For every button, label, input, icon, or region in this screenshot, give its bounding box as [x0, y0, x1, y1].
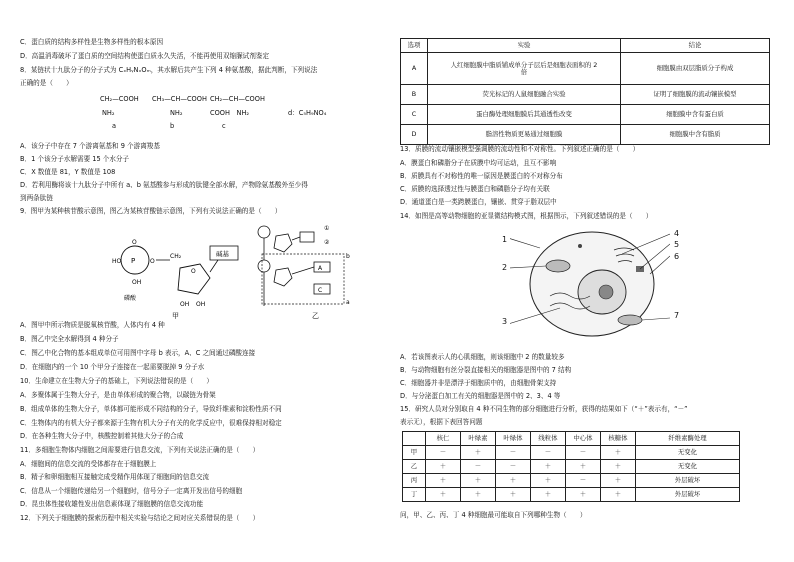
table2-header: 中心体	[566, 432, 601, 446]
cell-label-1: 1	[502, 235, 508, 244]
table2-cell: ＋	[566, 488, 601, 502]
nucleotide-figure	[110, 220, 260, 320]
table2-cell: ＋	[461, 446, 496, 460]
table2-cell: －	[461, 460, 496, 474]
q11-option-d: D．昆虫体性接收雄性发出信息素体现了细胞膜的信息交流功能	[20, 500, 204, 508]
table2-cell: 无变化	[636, 460, 740, 474]
table2-cell: ＋	[601, 488, 636, 502]
q11-option-c: C．信息从一个细胞传递给另一个细胞时，信号分子一定离开发出信号的细胞	[20, 487, 243, 495]
mitochondrion-2	[618, 315, 642, 325]
table1-cell: 蛋白酶处理细胞膜后其通透性改变	[428, 105, 621, 125]
table1-cell: B	[401, 85, 428, 105]
amino-acid-c-bottom: COOH NH₂	[210, 109, 250, 117]
cell-label-6: 6	[674, 252, 680, 261]
table2-header: 线粒体	[531, 432, 566, 446]
table2-cell: －	[566, 474, 601, 488]
table2-cell: ＋	[496, 474, 531, 488]
q7-option-d: D．高温消毒破坏了蛋白质的空间结构使蛋白质永久失活，不能再使用双缩脲试剂鉴定	[20, 52, 270, 60]
ribosome	[578, 244, 582, 248]
cell-label-2: 2	[502, 263, 508, 272]
q12-stem: 12．下列关于细胞膜的探索历程中相关实验与结论之间对应关系错误的是（ ）	[20, 514, 260, 522]
table2-cell: ＋	[531, 488, 566, 502]
q11-option-b: B．精子和卵细胞相互接触完成受精作用体现了细胞间的信息交流	[20, 473, 210, 481]
table1-cell: 人红细胞膜中脂质铺成单分子层后是细胞表面积的 2 倍	[428, 53, 621, 85]
q9-stem: 9．图甲为某种核苷酸示意图，图乙为某核苷酸链示意图，下列有关说法正确的是（ ）	[20, 207, 282, 215]
table1-cell: A	[401, 53, 428, 85]
base-link	[210, 260, 218, 272]
ring-o: O	[191, 268, 196, 275]
table2-cell: －	[531, 446, 566, 460]
q14-option-b: B．与动物细胞有丝分裂直接相关的细胞器是图中的 7 结构	[400, 366, 572, 374]
table2-cell: －	[496, 460, 531, 474]
mitochondrion-1	[546, 260, 570, 272]
amino-acid-d-formula: d：C₅H₉NO₄	[288, 109, 327, 117]
cell-label-5: 5	[674, 240, 680, 249]
table1-header-option: 选项	[401, 39, 428, 53]
animal-cell-diagram	[510, 226, 670, 348]
q10-option-c: C．生物体内的有机大分子都来源于生物有机大分子有关的化学反应中，很难保持相对稳定	[20, 419, 282, 427]
q15-stem-line2: 表示无），根据下表回答问题	[400, 418, 483, 426]
q10-option-a: A．多聚体属于生物大分子，是由单体形成的聚合物，以碳链为骨架	[20, 391, 216, 399]
table2-cell: ＋	[426, 460, 461, 474]
q8-option-a: A．该分子中存在 7 个游离氨基和 9 个游离羧基	[20, 142, 160, 150]
q8-option-b: B．1 个该分子水解需要 15 个水分子	[20, 155, 130, 163]
table2-cell: ＋	[426, 474, 461, 488]
table2-cell: 乙	[403, 460, 426, 474]
q11-option-a: A．细胞间的信息交流的受体都存在于细胞膜上	[20, 460, 157, 468]
q10-stem: 10．生命建立在生物大分子的基础上，下列说法错误的是（ ）	[20, 377, 214, 385]
q14-option-c: C．细胞器并非是漂浮于细胞质中的，由细胞骨架支持	[400, 379, 557, 387]
table2-cell: ＋	[461, 474, 496, 488]
marker-1: ①	[324, 225, 330, 232]
table2-cell: 丁	[403, 488, 426, 502]
table2-cell: ＋	[601, 474, 636, 488]
q13-stem: 13．质膜的流动镶嵌模型强调膜的流动性和不对称性。下列叙述正确的是（ ）	[400, 145, 640, 153]
ch2-label: CH₂	[170, 253, 182, 260]
amino-acid-b-top: CH₃—CH—COOH	[152, 95, 207, 103]
table1-header-conclusion: 结论	[621, 39, 770, 53]
q11-stem: 11．多细胞生物体内细胞之间需要进行信息交流，下列有关说法正确的是（ ）	[20, 446, 260, 454]
base-label: 碱基	[216, 250, 229, 258]
q14-option-a: A．若该图表示人的心肌细胞，则该细胞中 2 的数量较多	[400, 353, 565, 361]
amino-acid-a-top: CH₂—COOH	[100, 95, 139, 103]
q14-stem: 14．如图是高等动物细胞的亚显微结构模式图，根据图示，下列叙述错误的是（ ）	[400, 212, 653, 220]
oh-left: OH	[180, 301, 190, 308]
table2-cell: ＋	[601, 460, 636, 474]
table2-cell: ＋	[496, 488, 531, 502]
amino-acid-a-bottom: NH₂	[102, 109, 115, 117]
chain-sugar-2	[274, 268, 292, 286]
phosphate-oh-bottom: OH	[132, 279, 142, 286]
table2-cell: ＋	[531, 460, 566, 474]
phosphate-oh-left: HO	[112, 258, 122, 265]
table2-header	[403, 432, 426, 446]
glycosidic-1	[292, 237, 300, 240]
q13-option-b: B．质膜具有不对称性的唯一原因是膜蛋白的不对称分布	[400, 172, 563, 180]
oh-right: OH	[196, 301, 206, 308]
phosphate-o-link: O	[150, 258, 155, 265]
box-a-label: a	[346, 299, 350, 306]
q15-stem-line1: 15．研究人员对分别取自 4 种不同生物的部分细胞进行分析，获得的结果如下（“＋”表示有，“－”	[400, 405, 688, 413]
table2-header: 纤维素酶处理	[636, 432, 740, 446]
q7-option-c: C．蛋白质的结构多样性是生物多样性的根本原因	[20, 38, 164, 46]
q13-option-d: D．通道蛋白是一类跨膜蛋白，镶嵌、贯穿于脂双层中	[400, 198, 557, 206]
experiment-table	[400, 38, 770, 145]
table1-cell: 细胞膜中含有蛋白质	[621, 105, 770, 125]
cell-label-3: 3	[502, 317, 508, 326]
table2-cell: ＋	[461, 488, 496, 502]
glycosidic-2	[292, 267, 314, 274]
q10-option-b: B．组成单体的生物大分子，单体都可能形成不同结构的分子，导致纤维素和淀粉性质不同	[20, 405, 282, 413]
table1-cell: 细胞膜由双层脂质分子构成	[621, 53, 770, 85]
table1-cell: C	[401, 105, 428, 125]
figure-jia-label: 甲	[172, 312, 179, 320]
q14-option-d: D．与分泌蛋白加工有关的细胞器是图中的 2、3、4 等	[400, 392, 561, 400]
table2-cell: ＋	[531, 474, 566, 488]
q8-stem-line1: 8．某链状十九肽分子的分子式为 CₓHᵧNₓOₘ，其水解后共产生下列 4 种氨基酸，据此判断，下列说法	[20, 66, 318, 74]
table1-header-experiment: 实验	[428, 39, 621, 53]
nucleolus	[599, 285, 613, 299]
cell-label-7: 7	[674, 311, 680, 320]
q8-stem-line2: 正确的是（ ）	[20, 79, 73, 87]
table2-cell: 丙	[403, 474, 426, 488]
base-c-text: C	[318, 287, 323, 294]
table2-cell: ＋	[601, 446, 636, 460]
nucleotide-chain-figure	[254, 222, 364, 320]
label-b: b	[170, 122, 175, 130]
q15-question: 问，甲、乙、丙、丁 4 种细胞最可能取自下列哪种生物（ ）	[400, 511, 587, 519]
pointer-6	[650, 256, 670, 274]
table1-cell: 证明了细胞膜的流动镶嵌模型	[621, 85, 770, 105]
table2-cell: ＋	[426, 488, 461, 502]
table1-cell: 细胞膜中含有脂质	[621, 125, 770, 145]
q13-option-c: C．质膜的选择透过性与膜蛋白和磷脂分子均有关联	[400, 185, 550, 193]
amino-acid-c-top: CH₂—CH—COOH	[210, 95, 265, 103]
q9-option-a: A．图甲中所示物质是脱氧核苷酸，人体内有 4 种	[20, 321, 165, 329]
table2-cell: －	[496, 446, 531, 460]
table2-cell: 无变化	[636, 446, 740, 460]
table2-header: 核糖体	[601, 432, 636, 446]
q8-option-d-line2: 到两条肽链	[20, 194, 53, 202]
chain-phosphate-2	[258, 260, 270, 272]
table2-cell: －	[426, 446, 461, 460]
chain-sugar-1	[274, 234, 292, 252]
organelle-table	[402, 431, 740, 502]
table2-header: 核仁	[426, 432, 461, 446]
q8-option-c: C．X 数值是 81，Y 数值是 108	[20, 168, 116, 176]
phosphate-caption: 磷酸	[124, 295, 137, 302]
pointer-1	[510, 238, 540, 248]
table2-cell: 甲	[403, 446, 426, 460]
q9-option-c: C．图乙中化合物的基本组成单位可用图中字母 b 表示，A、C 之间通过磷酸连接	[20, 349, 256, 357]
q10-option-d: D．在各种生物大分子中，核酸控制着其他大分子的合成	[20, 432, 184, 440]
q8-option-d-line1: D．若利用酶将该十九肽分子中所有 a、b 氨基酸参与形成的肽键全部水解，产物除氨基酸外至少得	[20, 181, 308, 189]
q9-option-b: B．图乙中完全水解得到 4 种分子	[20, 335, 119, 343]
box-b-label: b	[346, 253, 350, 260]
table2-cell: 外层破坏	[636, 488, 740, 502]
table2-cell: 外层破坏	[636, 474, 740, 488]
table2-header: 叶绿体	[496, 432, 531, 446]
table2-cell: －	[566, 446, 601, 460]
table1-cell: D	[401, 125, 428, 145]
q9-option-d: D．在细胞内的一个 10 个甲分子连接在一起需要脱掉 9 分子水	[20, 363, 205, 371]
amino-acid-b-bottom: NH₂	[170, 109, 183, 117]
table2-cell: ＋	[566, 460, 601, 474]
figure-yi-label: 乙	[312, 312, 319, 320]
cell-label-4: 4	[674, 229, 680, 238]
label-c: c	[222, 122, 226, 130]
chain-phosphate-1	[258, 226, 270, 238]
phosphate-p: P	[131, 257, 136, 265]
q13-option-a: A．膜蛋白和磷脂分子在质膜中均可运动，且互不影响	[400, 159, 557, 167]
pointer-7	[642, 318, 670, 320]
chain-base-1	[300, 232, 314, 242]
table2-header: 叶绿素	[461, 432, 496, 446]
phosphate-o-top: O	[132, 239, 137, 246]
label-a: a	[112, 122, 117, 130]
base-a-text: A	[318, 265, 323, 272]
table1-cell: 荧光标记的人鼠细胞融合实验	[428, 85, 621, 105]
table1-cell: 脂溶性物质更易通过细胞膜	[428, 125, 621, 145]
marker-2: ②	[324, 239, 330, 246]
